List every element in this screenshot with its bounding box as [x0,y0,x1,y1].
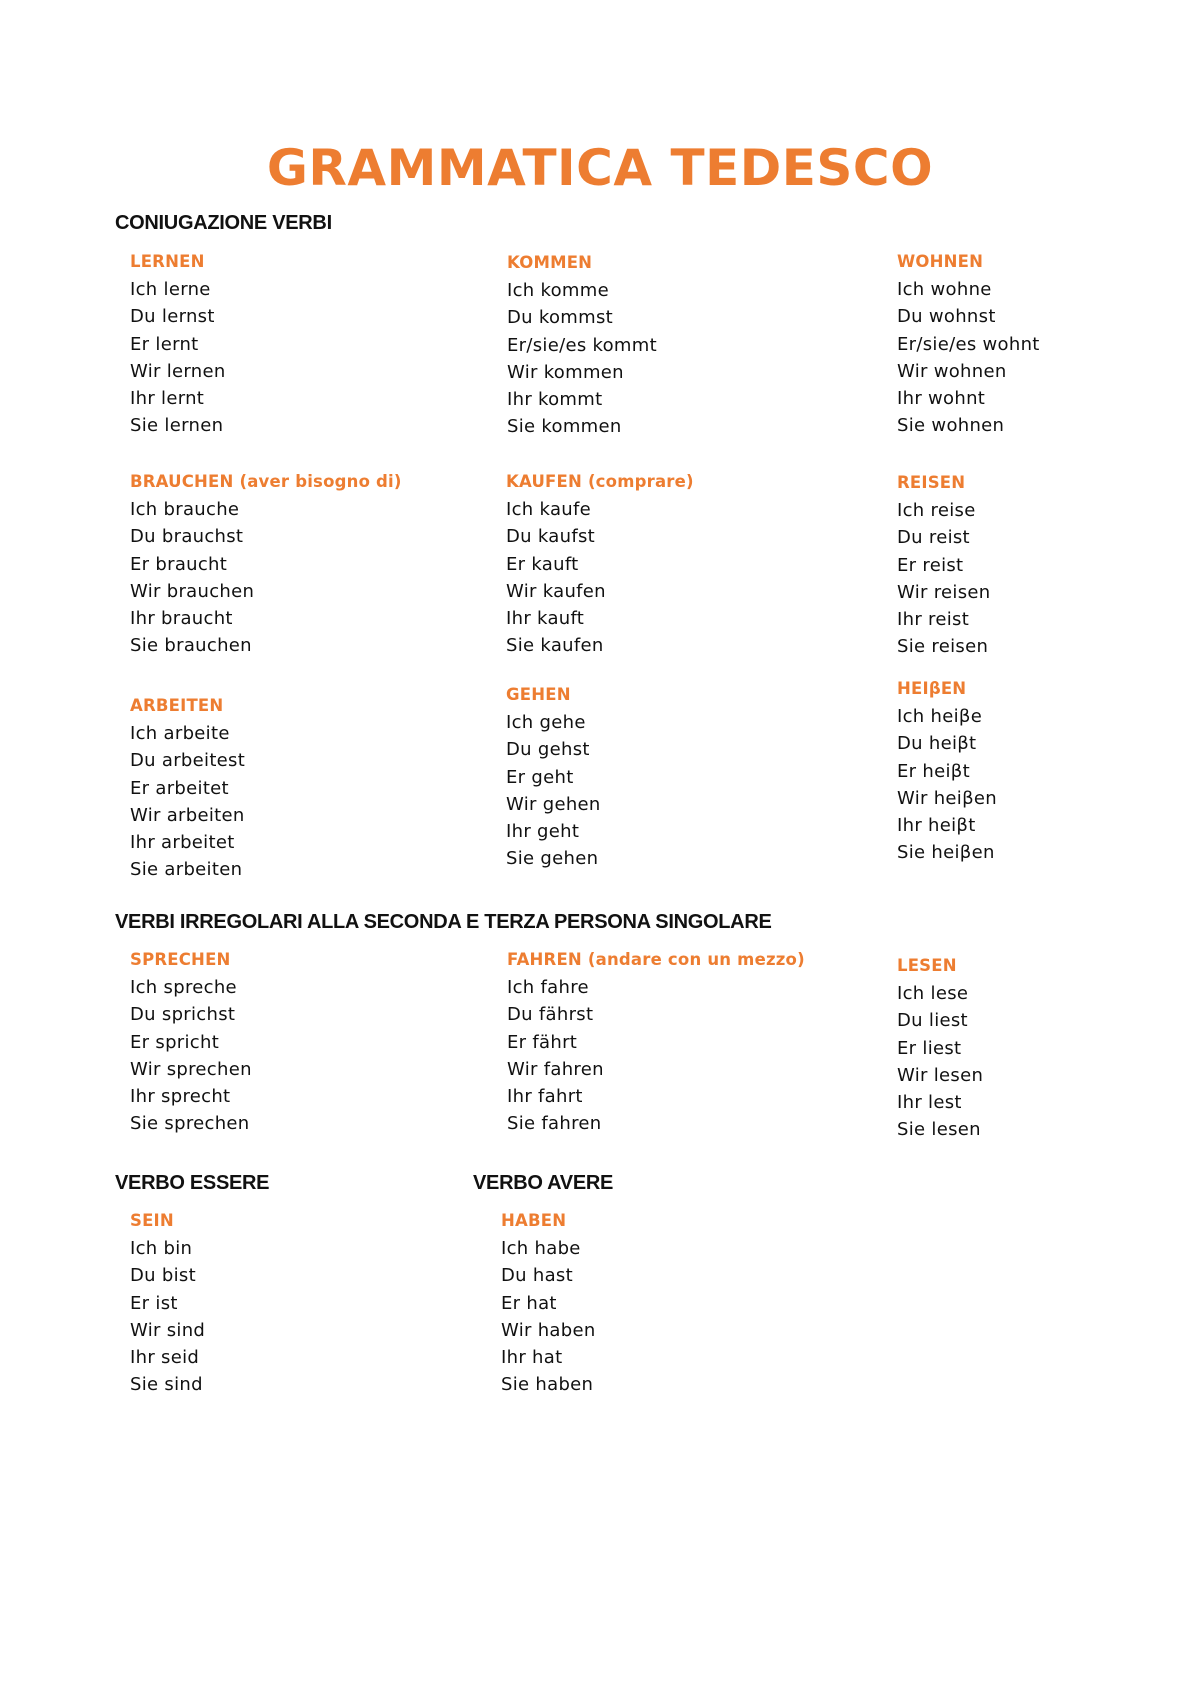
verb-form: Sie gehen [506,848,599,870]
verb-form: Ich lese [897,983,969,1004]
verb-form: Ihr kauft [506,608,585,630]
verb-forms-list [507,277,657,441]
verb-block-gehen [506,682,601,873]
verb-block-sprechen [130,947,252,1138]
verb-form: Er ist [130,1292,178,1314]
verb-form: Ich habe [501,1238,581,1259]
verb-form: Wir gehen [506,793,601,815]
verb-title: REISEN [897,473,966,492]
verb-form: Er/sie/es kommt [507,334,657,356]
verb-forms-list [897,497,990,661]
verb-form: Ich wohne [897,279,992,300]
verb-form: Du arbeitest [130,750,246,772]
verb-title: HEIβEN [897,679,967,698]
verb-form: Du brauchst [130,526,244,548]
verb-forms-list [130,276,226,440]
verb-form: Sie reisen [897,636,989,658]
section-heading-avere: VERBO AVERE [473,1172,614,1194]
verb-form: Ich bin [130,1238,193,1259]
verb-block-kaufen [506,469,694,660]
verb-forms-list [506,709,601,873]
verb-title: WOHNEN [897,252,984,271]
verb-form: Wir wohnen [897,360,1007,382]
verb-form: Du gehst [506,739,590,761]
verb-form: Er heiβt [897,760,970,782]
verb-form: Ihr braucht [130,608,233,630]
verb-form: Wir reisen [897,581,991,603]
verb-form: Wir fahren [507,1058,604,1080]
verb-form: Ihr seid [130,1347,200,1369]
verb-form: Ihr hat [501,1347,563,1369]
verb-form: Ihr lernt [130,388,205,410]
verb-block-arbeiten [130,693,245,884]
verb-forms-list [507,974,805,1138]
verb-form: Du liest [897,1010,968,1032]
verb-form: Ich fahre [507,977,589,998]
verb-forms-list [897,980,983,1144]
verb-form: Ich kaufe [506,499,591,520]
verb-block-lesen [897,953,983,1144]
verb-block-sein [130,1208,205,1399]
verb-form: Du heiβt [897,733,977,755]
verb-block-brauchen [130,469,402,660]
verb-title: SEIN [130,1211,174,1230]
verb-block-lernen [130,249,226,440]
verb-form: Sie wohnen [897,415,1005,437]
verb-form: Sie fahren [507,1113,602,1135]
verb-forms-list [130,974,252,1138]
verb-title: ARBEITEN [130,696,224,715]
verb-block-reisen [897,470,990,661]
verb-form: Sie sind [130,1374,203,1396]
verb-form: Wir haben [501,1319,596,1341]
verb-form: Wir heiβen [897,787,997,809]
verb-form: Wir arbeiten [130,804,245,826]
verb-forms-list [130,496,402,660]
verb-form: Ihr reist [897,609,970,631]
verb-title: LESEN [897,956,957,975]
verb-form: Ich lerne [130,279,211,300]
verb-form: Sie heiβen [897,842,995,864]
verb-form: Ihr wohnt [897,388,986,410]
verb-form: Ich komme [507,280,609,301]
verb-form: Wir lesen [897,1064,984,1086]
verb-title: KAUFEN (comprare) [506,472,694,491]
verb-form: Wir kaufen [506,580,606,602]
verb-block-haben [501,1208,596,1399]
verb-form: Sie haben [501,1374,594,1396]
verb-form: Ich arbeite [130,723,230,744]
section-heading-coniugazione: CONIUGAZIONE VERBI [115,212,332,234]
verb-title: GEHEN [506,685,571,704]
verb-form: Er lernt [130,333,199,355]
verb-form: Du fährst [507,1004,594,1026]
verb-form: Ich spreche [130,977,237,998]
verb-form: Du kaufst [506,526,596,548]
section-heading-essere: VERBO ESSERE [115,1172,270,1194]
verb-form: Ich gehe [506,712,586,733]
verb-form: Ihr geht [506,821,580,843]
section-heading-irregolari: VERBI IRREGOLARI ALLA SECONDA E TERZA PERSONA SINGOLARE [115,911,772,933]
verb-form: Er braucht [130,553,228,575]
verb-form: Er kauft [506,553,579,575]
verb-title: BRAUCHEN (aver bisogno di) [130,472,402,491]
verb-block-fahren [507,947,805,1138]
verb-form: Wir sind [130,1319,206,1341]
verb-form: Ihr heiβt [897,815,976,837]
verb-form: Er liest [897,1037,962,1059]
verb-form: Ich heiβe [897,706,983,727]
verb-block-wohnen [897,249,1040,440]
page-title: GRAMMATICA TEDESCO [266,139,934,197]
verb-forms-list [897,703,997,867]
verb-block-kommen [507,250,657,441]
verb-title: SPRECHEN [130,950,231,969]
verb-form: Wir lernen [130,360,226,382]
verb-form: Ich reise [897,500,976,521]
verb-form: Wir kommen [507,361,624,383]
verb-title: HABEN [501,1211,567,1230]
verb-form: Sie kommen [507,416,622,438]
verb-form: Er spricht [130,1031,220,1053]
verb-form: Ihr arbeitet [130,832,235,854]
verb-form: Wir sprechen [130,1058,252,1080]
verb-form: Du reist [897,527,970,549]
verb-form: Ihr kommt [507,389,603,411]
verb-forms-list [506,496,694,660]
verb-form: Er arbeitet [130,777,229,799]
verb-form: Du lernst [130,306,215,328]
verb-form: Sie lesen [897,1119,981,1141]
verb-form: Ihr fahrt [507,1086,583,1108]
verb-form: Ihr sprecht [130,1086,231,1108]
verb-title: LERNEN [130,252,205,271]
verb-block-heissen [897,676,997,867]
verb-form: Wir brauchen [130,580,255,602]
verb-form: Er fährt [507,1031,578,1053]
verb-form: Sie arbeiten [130,859,243,881]
verb-title: KOMMEN [507,253,593,272]
verb-form: Du hast [501,1265,573,1287]
verb-form: Sie sprechen [130,1113,250,1135]
verb-form: Ihr lest [897,1092,962,1114]
verb-forms-list [130,1235,205,1399]
verb-form: Sie lernen [130,415,224,437]
verb-form: Er/sie/es wohnt [897,333,1040,355]
verb-form: Du bist [130,1265,196,1287]
verb-form: Sie brauchen [130,635,252,657]
verb-title: FAHREN (andare con un mezzo) [507,950,805,969]
verb-form: Er geht [506,766,574,788]
verb-form: Er reist [897,554,964,576]
verb-form: Du kommst [507,307,613,329]
verb-form: Ich brauche [130,499,240,520]
verb-form: Er hat [501,1292,557,1314]
verb-forms-list [897,276,1040,440]
verb-form: Du wohnst [897,306,996,328]
verb-forms-list [501,1235,596,1399]
verb-forms-list [130,720,245,884]
verb-form: Du sprichst [130,1004,236,1026]
verb-form: Sie kaufen [506,635,604,657]
